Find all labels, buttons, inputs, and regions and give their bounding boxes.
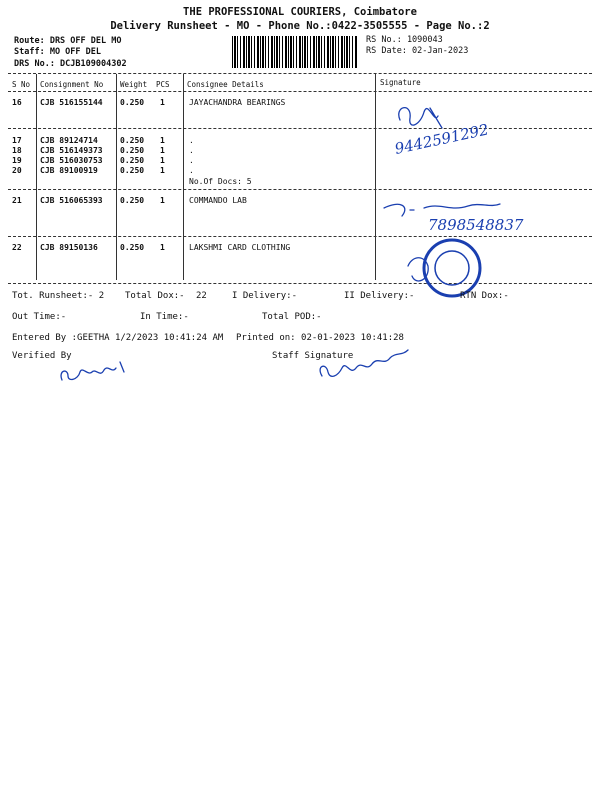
col-header-consignee: Consignee Details (187, 80, 264, 89)
cell-sno: 20 (12, 166, 22, 175)
col-header-consignment: Consignment No (40, 80, 104, 89)
cell-pcs: 1 (160, 166, 165, 175)
handwritten-signature-row21 (380, 196, 580, 241)
cell-weight: 0.250 (120, 243, 145, 252)
column-rule (375, 74, 376, 280)
cell-consignment: CJB 516155144 (40, 98, 103, 107)
printed-on: Printed on: 02-01-2023 10:41:28 (236, 333, 404, 343)
cell-consignment: CJB 89150136 (40, 243, 98, 252)
total-dox-value: 22 (196, 291, 207, 301)
divider (8, 189, 592, 190)
cell-consignment: CJB 516030753 (40, 156, 103, 165)
handwritten-phone-1: 9442591292 (393, 120, 491, 158)
cell-sno: 18 (12, 146, 22, 155)
out-time: Out Time:- (12, 312, 67, 322)
cell-consignment: CJB 516149373 (40, 146, 103, 155)
company-title: THE PROFESSIONAL COURIERS, Coimbatore (183, 6, 417, 18)
no-of-docs: No.Of Docs: 5 (189, 177, 252, 186)
staff-signature-label: Staff Signature (272, 351, 354, 361)
cell-pcs: 1 (160, 98, 165, 107)
divider (8, 283, 592, 284)
cell-consignee: . (189, 146, 194, 155)
cell-sno: 17 (12, 136, 22, 145)
cell-sno: 16 (12, 98, 22, 107)
cell-pcs: 1 (160, 136, 165, 145)
column-rule (116, 74, 117, 280)
cell-weight: 0.250 (120, 196, 145, 205)
column-rule (36, 74, 37, 280)
cell-consignment: CJB 89124714 (40, 136, 98, 145)
handwritten-signature-row16 (390, 96, 540, 166)
in-time: In Time:- (140, 312, 189, 322)
total-dox-label: Total Dox:- (125, 291, 185, 301)
cell-pcs: 1 (160, 243, 165, 252)
handwritten-phone-2: 7898548837 (428, 216, 524, 234)
total-pod: Total POD:- (262, 312, 322, 322)
col-header-weight: Weight (120, 80, 148, 89)
staff-signature (314, 346, 414, 386)
route-label: Route: DRS OFF DEL MO (14, 36, 122, 46)
cell-consignee: . (189, 166, 194, 175)
cell-weight: 0.250 (120, 156, 145, 165)
tot-runsheet: Tot. Runsheet:- 2 (12, 291, 105, 301)
ii-delivery: II Delivery:- (344, 291, 415, 301)
verified-by-label: Verified By (12, 351, 72, 361)
cell-pcs: 1 (160, 196, 165, 205)
verified-by-signature (56, 358, 136, 388)
runsheet-subtitle: Delivery Runsheet - MO - Phone No.:0422-3505555 - Page No.:2 (110, 20, 490, 32)
divider (8, 73, 592, 74)
i-delivery: I Delivery:- (232, 291, 298, 301)
cell-weight: 0.250 (120, 98, 145, 107)
col-header-signature: Signature (380, 78, 421, 87)
rs-date: RS Date: 02-Jan-2023 (366, 46, 469, 56)
cell-consignee: JAYACHANDRA BEARINGS (189, 98, 286, 107)
cell-weight: 0.250 (120, 146, 145, 155)
cell-consignee: . (189, 156, 194, 165)
entered-by: Entered By :GEETHA 1/2/2023 10:41:24 AM (12, 333, 224, 343)
cell-weight: 0.250 (120, 166, 145, 175)
cell-consignment: CJB 516065393 (40, 196, 103, 205)
cell-sno: 19 (12, 156, 22, 165)
cell-consignee: COMMANDO LAB (189, 196, 247, 205)
cell-weight: 0.250 (120, 136, 145, 145)
cell-consignee: . (189, 136, 194, 145)
cell-consignment: CJB 89100919 (40, 166, 98, 175)
staff-label: Staff: MO OFF DEL (14, 47, 101, 57)
divider (8, 91, 592, 92)
column-rule (183, 74, 184, 280)
col-header-sno: S No (12, 80, 31, 89)
rtn-dox: RTN Dox:- (460, 291, 509, 301)
cell-pcs: 1 (160, 156, 165, 165)
drs-number: DRS No.: DCJB109004302 (14, 59, 127, 69)
barcode (232, 36, 358, 68)
cell-sno: 22 (12, 243, 22, 252)
cell-sno: 21 (12, 196, 22, 205)
rs-number: RS No.: 1090043 (366, 35, 443, 45)
col-header-pcs: PCS (156, 80, 170, 89)
cell-consignee: LAKSHMI CARD CLOTHING (189, 243, 291, 252)
cell-pcs: 1 (160, 146, 165, 155)
